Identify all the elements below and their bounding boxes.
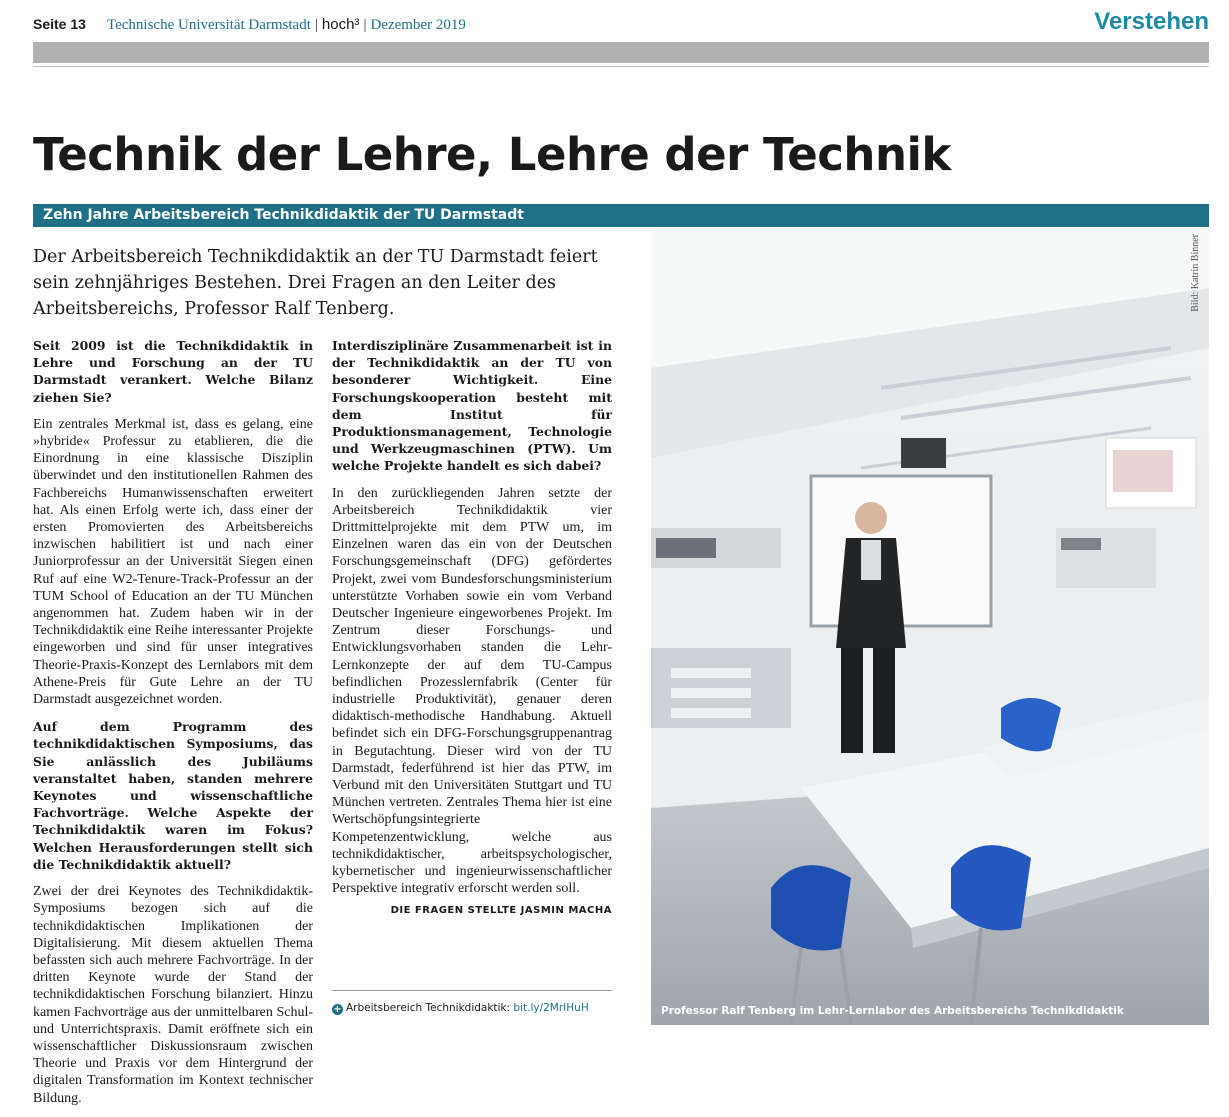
plus-circle-icon: + <box>333 1004 342 1015</box>
link-label: Arbeitsbereich Technikdidaktik: <box>346 1002 511 1014</box>
text-column-2 <box>332 337 612 919</box>
link-url[interactable]: bit.ly/2MrIHuH <box>513 1002 589 1014</box>
publication-line <box>107 16 466 34</box>
web-link[interactable] <box>332 1002 622 1015</box>
question-2: Auf dem Programm des technikdidaktischen Symposiums, das Sie anlässlich des Jubiläums veranstaltet haben, standen mehrere Keynotes und wissenschaftliche Fachvorträge. Welche Aspekte der Technikdidaktik waren im Fokus? Welchen Herausforderungen stellt sich die Technikdidaktik aktuell? <box>33 719 313 872</box>
page-header <box>33 8 1209 38</box>
section-label: Verstehen <box>1094 8 1209 35</box>
answer-1: Ein zentrales Merkmal ist, dass es gelang, eine »hybride« Professur zu etablieren, die die Einordnung in eine klassische Disziplin überwindet und den institutionellen Rahmen des Fachbereichs Humanwissenschaften erweitert hat. Als einen Erfolg werte ich, dass einer der ersten Promovierten des Arbeitsbereichs inzwischen habilitiert ist und nach einer Juniorprofessur an der Universität Siegen einen Ruf auf eine W2-Tenure-Track-Professur an der TUM School of Education an der TU München angenommen hat. Zudem haben wir in der Technikdidaktik eine Reihe interessanter Projekte eingeworben und sind für unser integratives Theorie-Praxis-Konzept des Lernlabors mit dem Athene-Preis für Gute Lehre an der TU Darmstadt ausgezeichnet worden. <box>33 416 313 708</box>
question-1: Seit 2009 ist die Technikdidaktik in Lehre und Forschung an der TU Darmstadt verankert. Welche Bilanz ziehen Sie? <box>33 338 313 405</box>
link-divider <box>332 990 612 991</box>
subtitle-bar <box>33 204 1209 227</box>
article-title: Technik der Lehre, Lehre der Technik <box>33 128 951 181</box>
classroom-illustration <box>651 228 1209 1025</box>
page-number: Seite 13 <box>33 16 86 32</box>
answer-3: In den zurückliegenden Jahren setzte der Arbeitsbereich Technikdidaktik vier Drittmittelprojekte mit dem PTW um, im Einzelnen waren das ein von der Deutschen Forschungsgemeinschaft (DFG) gefördertes Projekt, zwei vom Bundesforschungsministerium unterstützte Vorhaben sowie ein vom Verband Deutscher Ingenieure eingeworbenes Projekt. Im Zentrum dieser Forschungs- und Entwicklungsvorhaben standen die Lehr-Lernkonzepte der auf dem TU-Campus befindlichen Prozesslernfabrik (Center für industrielle Produktivität), genauer deren didaktisch-methodische Handhabung. Aktuell befindet sich ein DFG-Forschungsgruppenantrag in Begutachtung. Dieser wird von der TU Darmstadt, federführend ist hier das PTW, im Verbund mit den Universitäten Stuttgart und TU München vertreten. Zentrales Thema hier ist eine Wertschöpfungsintegrierte Kompetenzentwicklung, welche aus technikdidaktischer, arbeitspsychologischer, kybernetischer und ingenieurwissenschaftlicher Perspektive integrativ erforscht werden soll. <box>332 485 612 897</box>
header-rule <box>33 66 1209 67</box>
article-photo <box>651 228 1209 1025</box>
answer-2: Zwei der drei Keynotes des Technikdidaktik-Symposiums bezogen sich auf die technikdidaktischen Implikationen der Digitalisierung. Mit diesem aktuellen Thema befassten sich auch mehrere Fachvorträge. In der dritten Keynote wurde der Stand der technikdidaktischen Forschung bilanziert. Hinzu kamen Fachvorträge aus der unmittelbaren Schul- und Unterrichtspraxis. Damit eröffnete sich ein wissenschaftlicher Diskussionsraum zwischen Theorie und Praxis vor dem Hintergrund der digitalen Transformation im Kontext technischer Bildung. <box>33 884 313 1106</box>
publication-name: Technische Universität Darmstadt <box>107 17 311 33</box>
header-separator: | <box>314 17 318 33</box>
header-separator: | <box>363 17 367 33</box>
article-subtitle: Zehn Jahre Arbeitsbereich Technikdidaktik der TU Darmstadt <box>43 207 524 223</box>
magazine-name: hoch³ <box>321 16 360 33</box>
photo-credit: Bild: Katrin Binner <box>1190 234 1201 312</box>
text-column-1 <box>33 337 313 1117</box>
photo-caption: Professor Ralf Tenberg im Lehr-Lernlabor des Arbeitsbereichs Technikdidaktik <box>661 1005 1124 1017</box>
interview-credit: DIE FRAGEN STELLTE JASMIN MACHA <box>390 904 612 916</box>
issue-date: Dezember 2019 <box>370 17 466 33</box>
article-lead: Der Arbeitsbereich Technikdidaktik an der TU Darmstadt feiert sein zehnjähriges Bestehen. Drei Fragen an den Leiter des Arbeitsbereichs, Professor Ralf Tenberg. <box>33 247 598 319</box>
question-3: Interdisziplinäre Zusammenarbeit ist in der Technikdidaktik an der TU von besonderer Wichtigkeit. Eine Forschungskooperation besteht mit dem Institut für Produktionsmanagement, Technologie und Werkzeugmaschinen (PTW). Um welche Projekte handelt es sich dabei? <box>332 338 612 474</box>
header-bar <box>33 42 1209 63</box>
